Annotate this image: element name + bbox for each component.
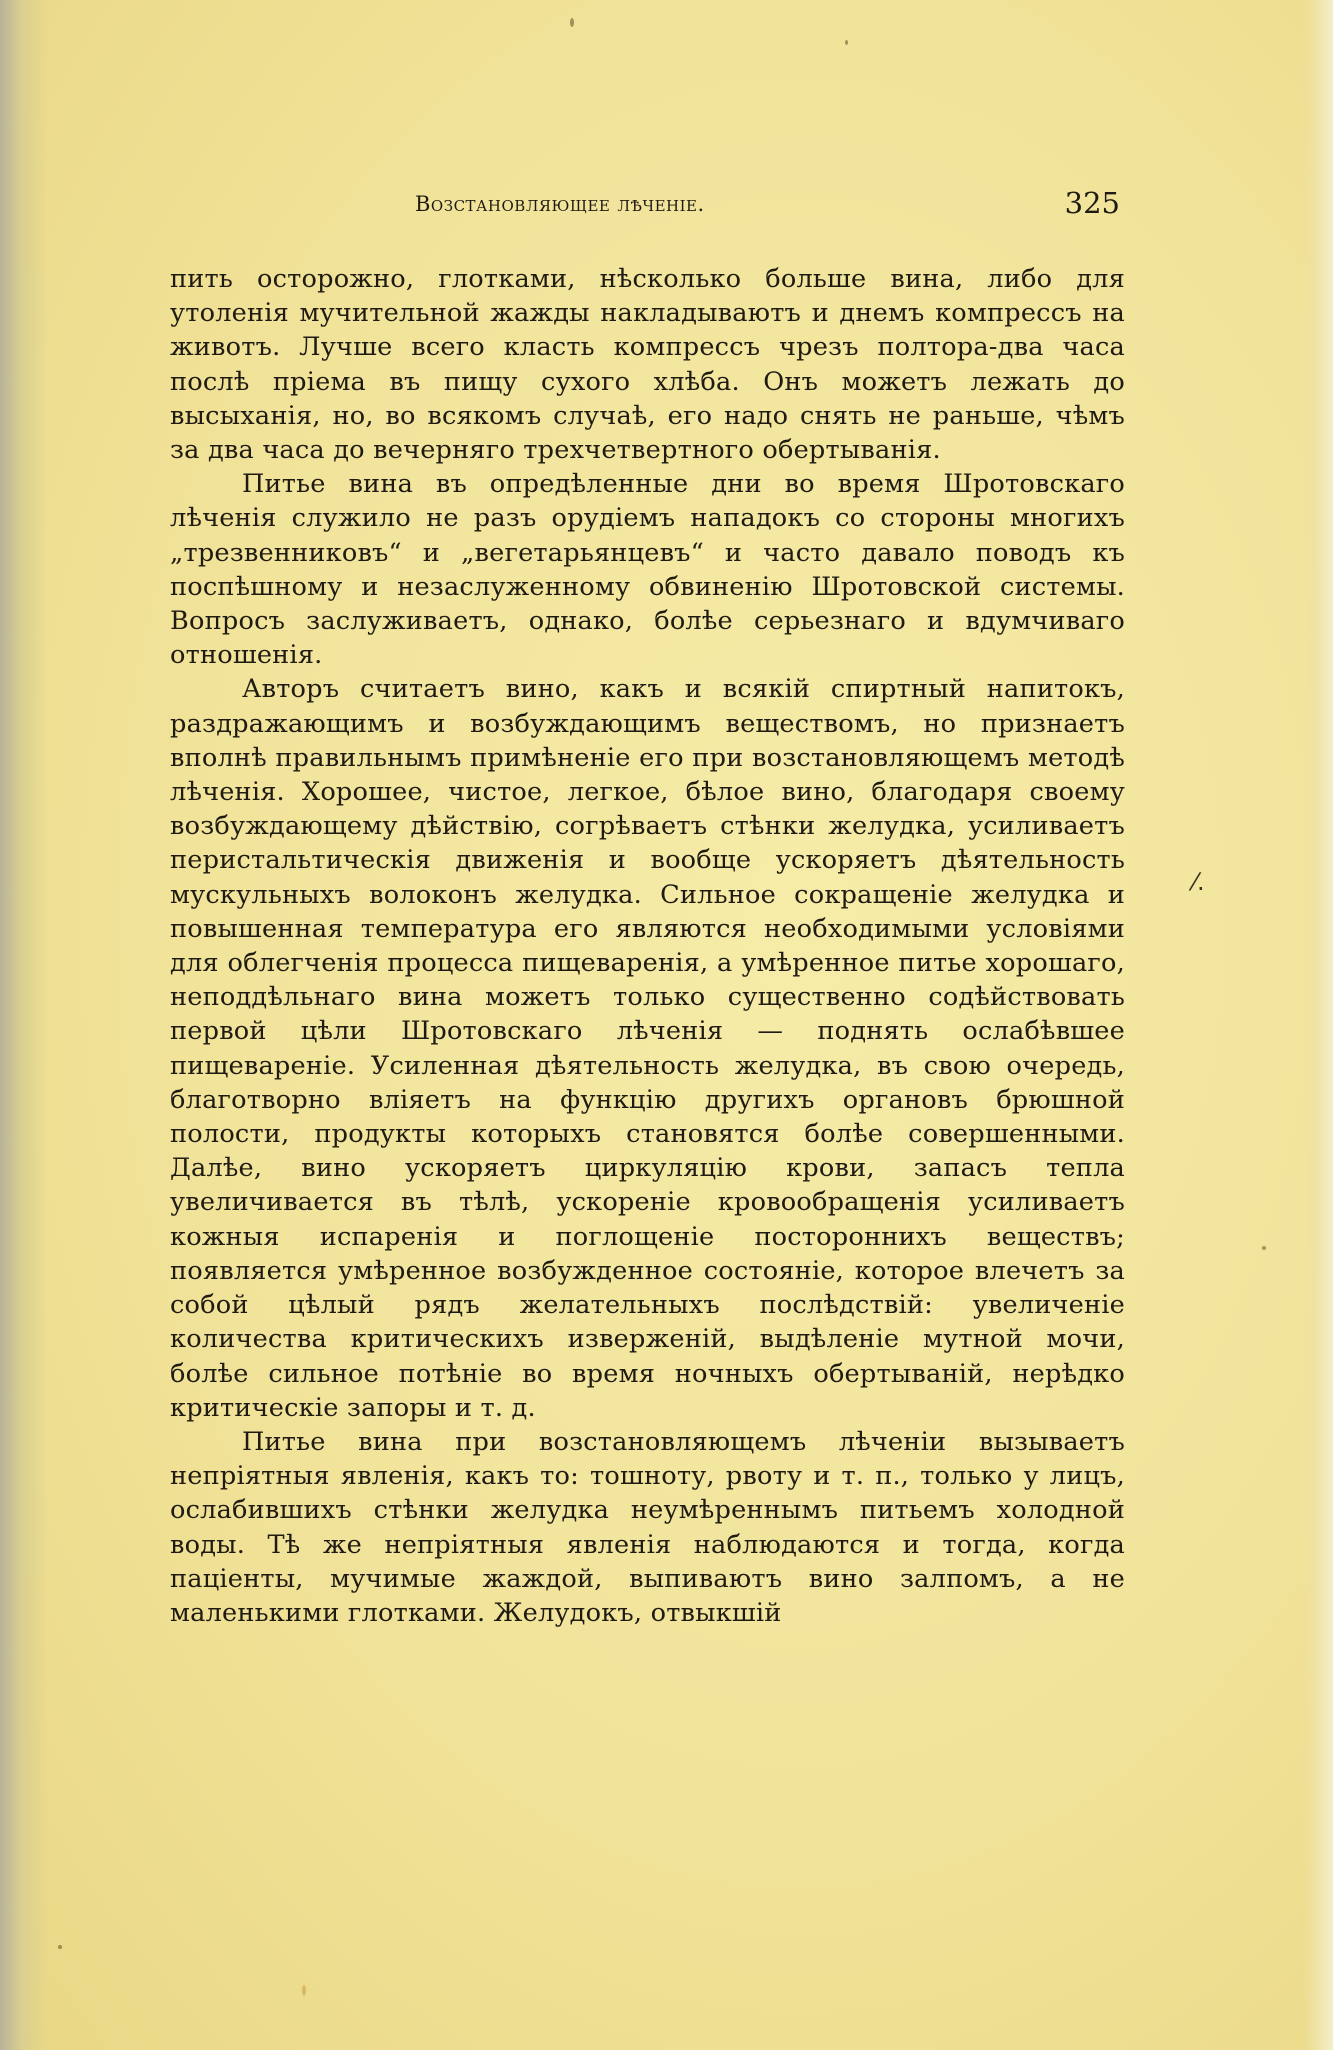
- paper-speck: [570, 18, 574, 27]
- paragraph-1: пить осторожно, глотками, нѣсколько больше вина, либо для утоленія мучительной жажды накладываютъ и днемъ компрессъ на животъ. Лучше всего класть компрессъ чрезъ полтора-два часа послѣ пріема въ пищу сухого хлѣба. Онъ можетъ лежать до высыханія, но, во всякомъ случаѣ, его надо снять не раньше, чѣмъ за два часа до вечерняго трехчетвертного обертыванія.: [170, 264, 1125, 466]
- paper-speck: [1262, 1246, 1266, 1250]
- paper-speck: [58, 1945, 62, 1949]
- paragraph-2: Питье вина въ опредѣленные дни во время Шротовскаго лѣченія служило не разъ орудіемъ нападокъ со стороны многихъ „трезвенниковъ“ и „вегетарьянцевъ“ и часто давало поводъ къ поспѣшному и незаслуженному обвиненію Шротовской системы. Вопросъ заслуживаетъ, однако, болѣе серьезнаго и вдумчиваго отношенія.: [170, 469, 1125, 671]
- page-header: [170, 186, 1130, 230]
- body-text: [170, 262, 1125, 1630]
- page-edge: [1303, 0, 1333, 2050]
- paragraph-4: Питье вина при возстановляющемъ лѣченіи вызываетъ непріятныя явленія, какъ то: тошноту, рвоту и т. п., только у лицъ, ослабившихъ стѣнки желудка неумѣреннымъ питьемъ холодной воды. Тѣ же непріятныя явленія наблюдаются и тогда, когда паціенты, мучимые жаждой, выпиваютъ вино залпомъ, а не маленькими глотками. Желудокъ, отвыкшій: [170, 1426, 1125, 1628]
- page-number: 325: [1064, 186, 1120, 220]
- margin-pencil-mark: ⁄.: [1193, 868, 1205, 896]
- running-title: Возстановляющее лѣченіе.: [415, 192, 705, 216]
- paragraph-3: Авторъ считаетъ вино, какъ и всякій спиртный напитокъ, раздражающимъ и возбуждающимъ веществомъ, но признаетъ вполнѣ правильнымъ примѣненіе его при возстановляющемъ методѣ лѣченія. Хорошее, чистое, легкое, бѣлое вино, благодаря своему возбуждающему дѣйствію, согрѣваетъ стѣнки желудка, усиливаетъ перистальтическія движенія и вообще ускоряетъ дѣятельность мускульныхъ волоконъ желудка. Сильное сокращеніе желудка и повышенная температура его являются необходимыми условіями для облегченія процесса пищеваренія, а умѣренное питье хорошаго, неподдѣльнаго вина можетъ только существенно содѣйствовать первой цѣли Шротовскаго лѣченія — поднять ослабѣвшее пищевареніе. Усиленная дѣятельность желудка, въ свою очередь, благотворно вліяетъ на функцію другихъ органовъ брюшной полости, продукты которыхъ становятся болѣе совершенными. Далѣе, вино ускоряетъ циркуляцію крови, запасъ тепла увеличивается въ тѣлѣ, ускореніе кровообращенія усиливаетъ кожныя испаренія и поглощеніе постороннихъ веществъ; появляется умѣренное возбужденное состояніе, которое влечетъ за собой цѣлый рядъ желательныхъ послѣдствій: увеличеніе количества критическихъ изверженій, выдѣленіе мутной мочи, болѣе сильное потѣніе во время ночныхъ обертываній, нерѣдко критическіе запоры и т. д.: [170, 674, 1125, 1423]
- binding-shadow: [0, 0, 48, 2050]
- paper-speck: [845, 40, 848, 45]
- paper-speck: [302, 1985, 306, 1996]
